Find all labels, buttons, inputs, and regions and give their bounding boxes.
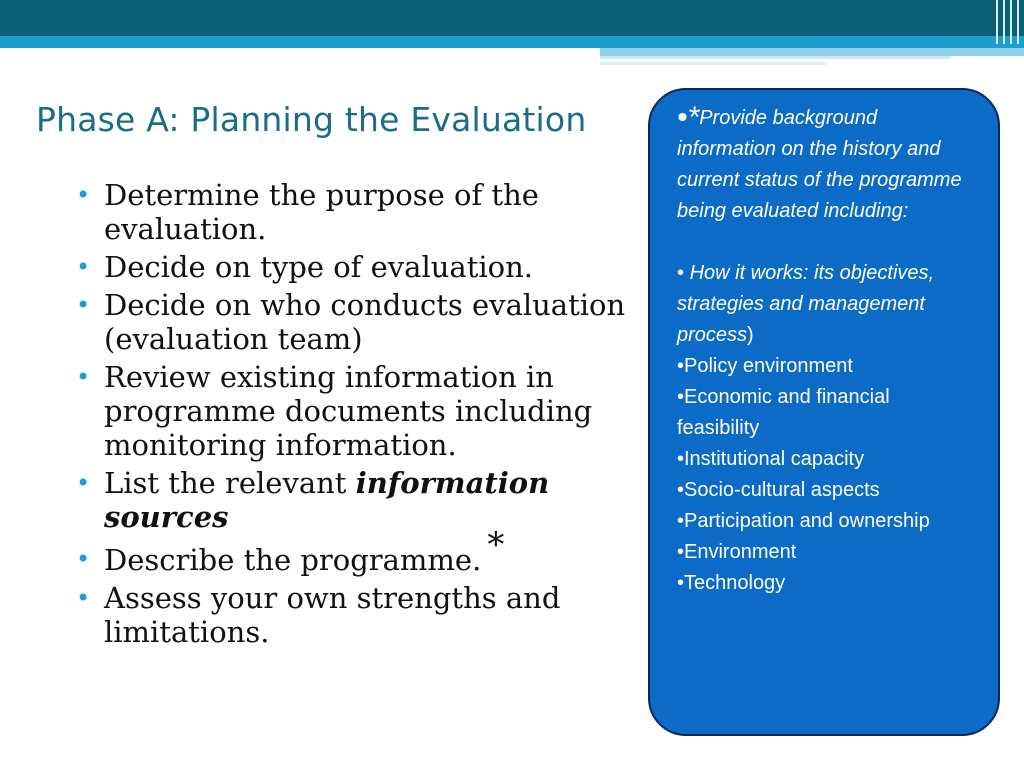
bullet-assess: • Assess your own strengths and limitations. — [76, 581, 626, 649]
bullet-sources — [76, 466, 626, 534]
box-item-technology: •Technology — [677, 572, 786, 594]
box-star: * — [687, 101, 700, 134]
box-item-participation: •Participation and ownership — [677, 510, 930, 532]
box-item-policy: •Policy environment — [677, 355, 853, 377]
info-box-content — [677, 102, 977, 599]
box-intro-text: Provide background information on the history and current status of the programme being evaluated including: — [677, 107, 962, 222]
info-box — [648, 88, 1000, 736]
box-item-environment: •Environment — [677, 541, 797, 563]
box-bullet: • — [677, 101, 688, 134]
bullet-describe — [76, 525, 626, 577]
sources-emphasis: information sources — [104, 466, 550, 534]
header-band — [0, 0, 1024, 36]
box-item-institutional: •Institutional capacity — [677, 448, 865, 470]
how-bullet: • — [677, 262, 690, 284]
bullet-list — [76, 178, 626, 653]
describe-star: * — [487, 525, 505, 565]
corner-decoration — [990, 0, 1024, 44]
how-text: How it works: its objectives, strategies and management process — [677, 262, 935, 346]
box-intro — [677, 102, 977, 227]
bullet-purpose: • Determine the purpose of the evaluation. — [76, 178, 626, 246]
header-stripe-light — [600, 48, 1024, 56]
how-close: ) — [747, 324, 754, 346]
box-how-it-works — [677, 258, 977, 351]
slide-title: Phase A: Planning the Evaluation — [36, 100, 587, 139]
sources-prefix: List the relevant — [104, 466, 356, 500]
bullet-review: • Review existing information in programme documents including monitoring information. — [76, 360, 626, 462]
header-stripe — [0, 36, 1024, 48]
bullet-team: • Decide on who conducts evaluation (evaluation team) — [76, 288, 626, 356]
box-item-economic: •Economic and financial feasibility — [677, 386, 890, 439]
bullet-type: • Decide on type of evaluation. — [76, 250, 626, 284]
box-item-sociocultural: •Socio-cultural aspects — [677, 479, 880, 501]
describe-text: Describe the programme. — [104, 543, 482, 577]
header-line — [600, 56, 950, 59]
header-line-short — [600, 62, 826, 65]
